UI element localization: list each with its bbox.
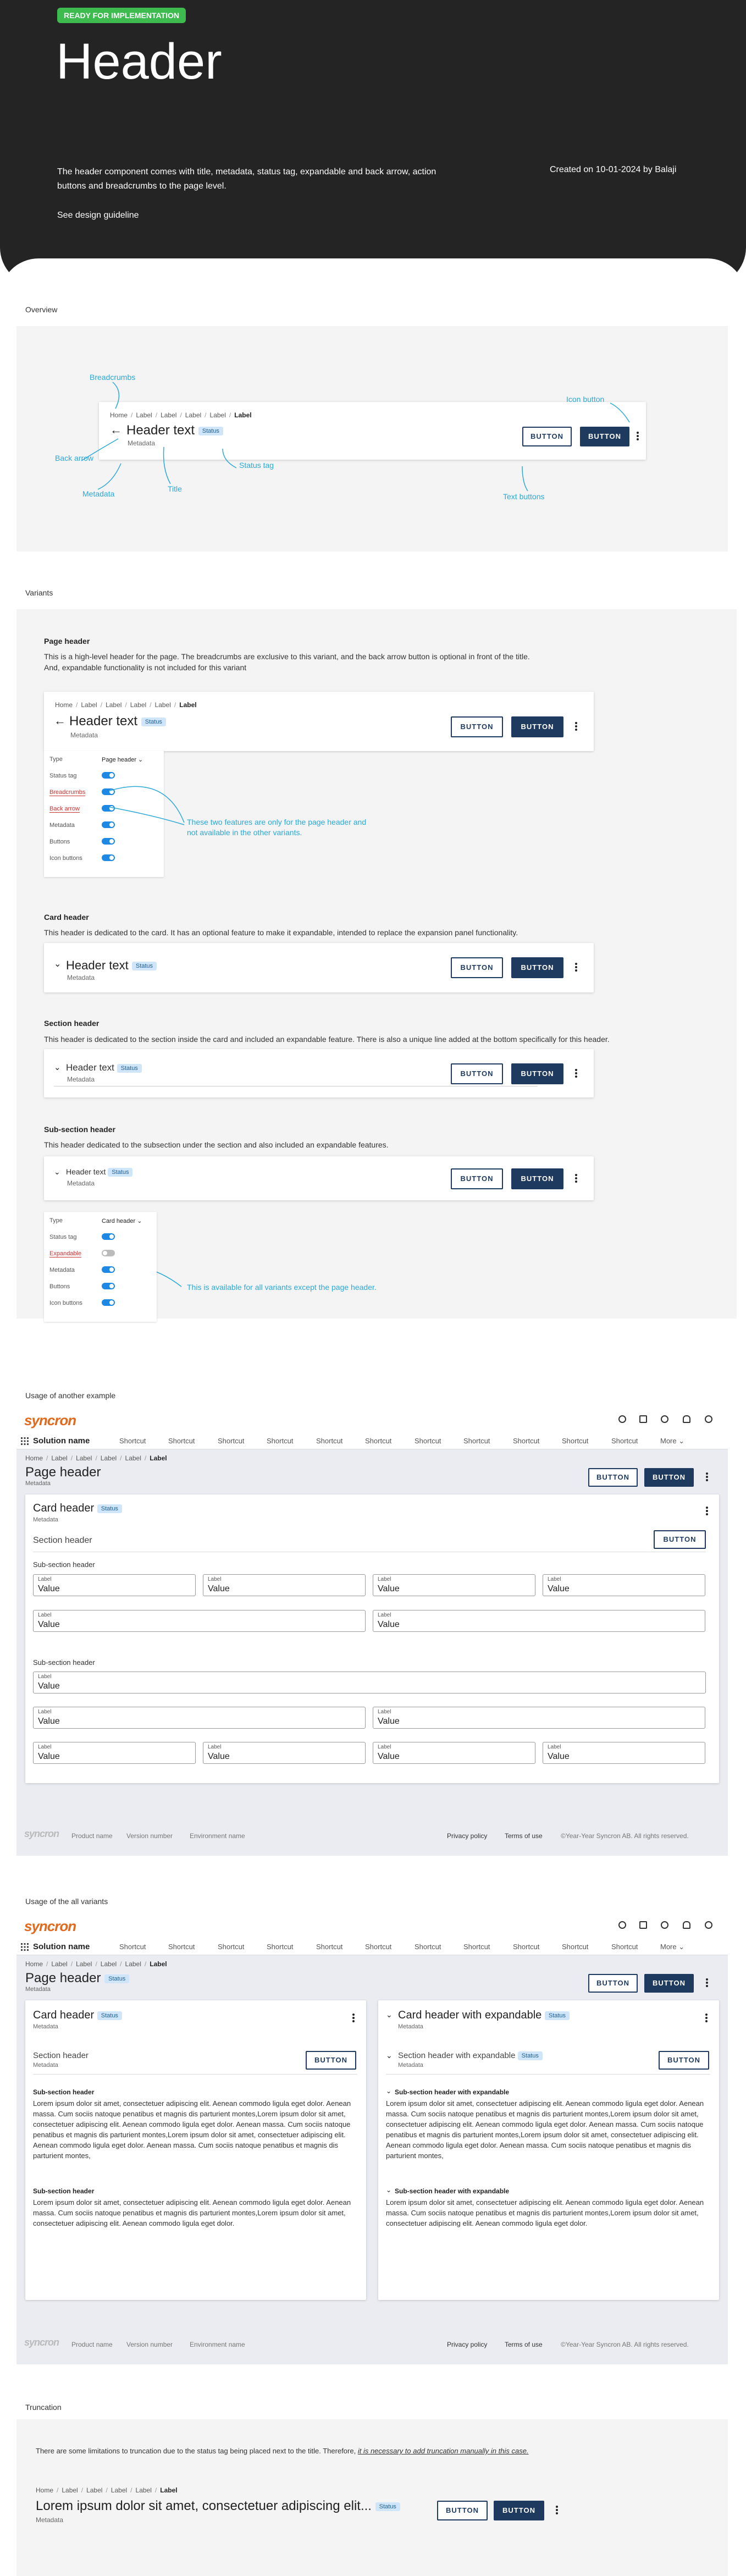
prop-type-select[interactable]: Card header ⌄ bbox=[102, 1218, 142, 1224]
top-bar bbox=[16, 1408, 728, 1432]
nav-shortcut[interactable]: Shortcut bbox=[316, 1943, 343, 1951]
breadcrumb-item[interactable]: Label bbox=[81, 701, 97, 709]
footer-environment: Environment name bbox=[190, 1832, 245, 1840]
toggle[interactable] bbox=[102, 854, 115, 861]
header-title: Header text Status bbox=[66, 1062, 142, 1073]
section-label-usage-all: Usage of the all variants bbox=[25, 1897, 108, 1906]
list-icon[interactable] bbox=[639, 1415, 647, 1423]
annotation-page-only: These two features are only for the page header and not available in the other variants. bbox=[187, 818, 367, 837]
more-vert-icon[interactable] bbox=[705, 1471, 709, 1483]
section-metadata: Metadata bbox=[398, 2062, 423, 2068]
card bbox=[25, 1494, 719, 1783]
hero-title: Header bbox=[56, 34, 222, 90]
nav-shortcut[interactable]: Shortcut bbox=[119, 1943, 146, 1951]
header-metadata: Metadata bbox=[70, 731, 98, 739]
nav-bar bbox=[16, 1938, 728, 1955]
nav-shortcut[interactable]: Shortcut bbox=[119, 1437, 146, 1445]
filled-button[interactable]: BUTTON bbox=[644, 1974, 694, 1993]
header-title: Header text Status bbox=[69, 714, 166, 729]
list-icon[interactable] bbox=[639, 1921, 647, 1929]
text-field[interactable]: Label Value bbox=[33, 1672, 706, 1694]
prop-row: Breadcrumbs bbox=[49, 789, 86, 796]
outlined-button[interactable]: BUTTON bbox=[451, 1168, 503, 1189]
breadcrumb-item[interactable]: Label bbox=[110, 2486, 128, 2494]
section-title: Section header bbox=[33, 1536, 92, 1545]
more-vert-icon[interactable] bbox=[705, 1505, 709, 1518]
section-label-usage-another: Usage of another example bbox=[25, 1391, 116, 1400]
privacy-policy-link[interactable]: Privacy policy bbox=[447, 2341, 488, 2348]
filled-button[interactable]: BUTTON bbox=[494, 2501, 544, 2520]
breadcrumb: Home / Label / Label / Label / Label / Label bbox=[25, 1960, 167, 1968]
prop-row: Buttons bbox=[49, 1283, 70, 1290]
page-header-example bbox=[44, 692, 594, 751]
status-tag: Status bbox=[141, 718, 166, 726]
filled-button[interactable]: BUTTON bbox=[511, 1063, 563, 1084]
breadcrumb-item[interactable]: Label bbox=[154, 701, 171, 709]
filled-button[interactable]: BUTTON bbox=[580, 427, 629, 446]
text-field[interactable]: Label Value bbox=[33, 1742, 196, 1764]
syncron-logo[interactable]: syncron bbox=[24, 1412, 76, 1428]
overview-page-header bbox=[99, 402, 646, 460]
breadcrumb: Home / Label / Label / Label / Label / Label bbox=[36, 2486, 178, 2494]
overview-panel bbox=[16, 326, 728, 551]
subsection-header-example bbox=[44, 1156, 594, 1200]
text-field[interactable]: Label Value bbox=[373, 1742, 535, 1764]
solution-name[interactable]: Solution name bbox=[33, 1436, 90, 1446]
variant-desc-card: This header is dedicated to the card. It has an optional feature to make it expandable, intended to replace the expansion panel functionality. bbox=[44, 928, 518, 937]
page-title: Page header bbox=[25, 1465, 101, 1480]
card-title: Card header Status bbox=[33, 1502, 122, 1515]
toggle[interactable] bbox=[102, 1233, 115, 1240]
chevron-down-icon[interactable]: ⌄ bbox=[54, 959, 62, 969]
bell-icon[interactable] bbox=[683, 1415, 690, 1423]
user-icon[interactable] bbox=[705, 1415, 712, 1423]
breadcrumb-item[interactable]: Label bbox=[185, 411, 202, 419]
prop-row: Metadata bbox=[49, 1267, 75, 1273]
breadcrumb-item[interactable]: Label bbox=[125, 1454, 141, 1462]
text-field[interactable]: Label Value bbox=[373, 1610, 705, 1632]
breadcrumb-item[interactable]: Label bbox=[209, 411, 226, 419]
chevron-down-icon[interactable]: ⌄ bbox=[54, 1063, 61, 1072]
text-field[interactable]: Label Value bbox=[203, 1574, 366, 1596]
header-title: Header text Status bbox=[66, 1167, 132, 1177]
section-metadata: Metadata bbox=[33, 2062, 58, 2068]
outlined-button[interactable]: BUTTON bbox=[654, 1530, 706, 1549]
toggle[interactable] bbox=[102, 772, 115, 779]
user-icon[interactable] bbox=[705, 1921, 712, 1929]
prop-row: Buttons bbox=[49, 839, 70, 845]
outlined-button[interactable]: BUTTON bbox=[522, 427, 572, 446]
outlined-button[interactable]: BUTTON bbox=[451, 1063, 503, 1084]
text-field[interactable]: Label Value bbox=[543, 1742, 705, 1764]
section-title: Section header with expandable Status bbox=[398, 2051, 543, 2060]
hero-curve bbox=[0, 258, 746, 302]
breadcrumb-item[interactable]: Home bbox=[110, 411, 128, 419]
outlined-button[interactable]: BUTTON bbox=[659, 2051, 709, 2070]
section-title: Section header bbox=[33, 2051, 89, 2060]
breadcrumb-item[interactable]: Home bbox=[25, 1960, 43, 1968]
toggle[interactable] bbox=[102, 1250, 115, 1256]
solution-name[interactable]: Solution name bbox=[33, 1942, 90, 1951]
nav-shortcut[interactable]: Shortcut bbox=[463, 1437, 490, 1445]
truncation-note: There are some limitations to truncation due to the status tag being placed next to the title. Therefore, it is necessary to add truncation manually in this case. bbox=[36, 2447, 529, 2455]
footer-product: Product name bbox=[71, 2341, 113, 2348]
subsection-body: Lorem ipsum dolor sit amet, consectetuer adipiscing elit. Aenean commodo ligula eget dolor. Aenean massa. Cum sociis natoque penatibus et magnis dis parturient montes,Lorem ipsum dolor sit amet, consectetuer adipiscing elit. Aenean commodo ligula eget dolor. bbox=[33, 2198, 351, 2227]
nav-shortcut[interactable]: Shortcut bbox=[218, 1943, 245, 1951]
bell-icon[interactable] bbox=[683, 1921, 690, 1929]
outlined-button[interactable]: BUTTON bbox=[451, 957, 503, 978]
nav-shortcut[interactable]: Shortcut bbox=[562, 1437, 589, 1445]
nav-shortcut[interactable]: Shortcut bbox=[463, 1943, 490, 1951]
truncation-panel bbox=[16, 2419, 728, 2576]
chevron-down-icon[interactable]: ⌄ bbox=[386, 2010, 393, 2019]
nav-shortcut[interactable]: Shortcut bbox=[267, 1437, 294, 1445]
footer-logo: syncron bbox=[24, 2337, 59, 2348]
prop-row: Expandable bbox=[49, 1250, 82, 1257]
toggle[interactable] bbox=[102, 805, 115, 812]
filled-button[interactable]: BUTTON bbox=[511, 716, 563, 737]
prop-type-select[interactable]: Page header ⌄ bbox=[102, 757, 143, 763]
card-header-example bbox=[44, 943, 594, 992]
status-tag: Status bbox=[375, 2502, 400, 2511]
annotation-metadata: Metadata bbox=[82, 489, 115, 498]
subsection-title: Sub-section header bbox=[33, 2088, 95, 2096]
nav-shortcut[interactable]: Shortcut bbox=[415, 1943, 441, 1951]
design-guideline-link[interactable]: See design guideline bbox=[57, 211, 139, 220]
breadcrumb-item[interactable]: Label bbox=[100, 1454, 117, 1462]
props-panel-page bbox=[44, 751, 164, 877]
back-arrow-icon[interactable]: ← bbox=[110, 423, 122, 437]
section-divider bbox=[33, 2074, 357, 2075]
annotation-icon-button: Icon button bbox=[566, 395, 605, 404]
text-field[interactable]: Label Value bbox=[373, 1707, 705, 1729]
card-metadata: Metadata bbox=[33, 1516, 58, 1523]
nav-shortcut[interactable]: Shortcut bbox=[513, 1437, 540, 1445]
more-vert-icon[interactable] bbox=[352, 2012, 355, 2025]
search-icon[interactable] bbox=[618, 1415, 626, 1423]
hero-banner bbox=[0, 0, 746, 286]
breadcrumb-item[interactable]: Label bbox=[62, 2486, 78, 2494]
card-metadata: Metadata bbox=[398, 2023, 423, 2030]
nav-shortcut[interactable]: Shortcut bbox=[218, 1437, 245, 1445]
annotation-not-page: This is available for all variants except the page header. bbox=[187, 1283, 377, 1292]
status-tag: Status bbox=[518, 2051, 543, 2060]
top-bar bbox=[16, 1913, 728, 1938]
card-title: Card header Status bbox=[33, 2009, 122, 2022]
more-vert-icon[interactable] bbox=[574, 1068, 578, 1080]
variant-title-card: Card header bbox=[44, 913, 89, 922]
breadcrumb-current: Label bbox=[150, 1454, 167, 1462]
breadcrumb-current: Label bbox=[150, 1960, 167, 1968]
breadcrumb-current: Label bbox=[234, 411, 252, 419]
footer-environment: Environment name bbox=[190, 2341, 245, 2348]
header-metadata: Metadata bbox=[67, 974, 95, 981]
status-tag: Status bbox=[104, 1974, 129, 1983]
subsection-body: Lorem ipsum dolor sit amet, consectetuer adipiscing elit. Aenean commodo ligula eget dolor. Aenean massa. Cum sociis natoque penatibus et magnis dis parturient montes,Lorem ipsum dolor sit amet, consectetuer adipiscing elit. Aenean commodo ligula eget dolor. Aenean massa. Cum sociis natoque penatibus et magnis dis parturient montes,Lorem ipsum dolor sit amet, consectetuer adipiscing elit. Aenean commodo ligula eget dolor. Aenean massa. Cum sociis natoque penatibus et magnis dis parturient montes, bbox=[33, 2099, 351, 2160]
search-icon[interactable] bbox=[618, 1921, 626, 1929]
privacy-policy-link[interactable]: Privacy policy bbox=[447, 1832, 488, 1840]
card-right bbox=[378, 2000, 719, 2300]
prop-row: Metadata bbox=[49, 822, 75, 829]
subsection-body: Lorem ipsum dolor sit amet, consectetuer adipiscing elit. Aenean commodo ligula eget dolor. Aenean massa. Cum sociis natoque penatibus et magnis dis parturient montes,Lorem ipsum dolor sit amet, consectetuer adipiscing elit. Aenean commodo ligula eget dolor. Aenean massa. Cum sociis natoque penatibus et magnis dis parturient montes,Lorem ipsum dolor sit amet, consectetuer adipiscing elit. Aenean commodo ligula eget dolor. Aenean massa. Cum sociis natoque penatibus et magnis dis parturient montes, bbox=[386, 2099, 704, 2160]
prop-row: Status tag bbox=[49, 1234, 77, 1240]
breadcrumb: Home / Label / Label / Label / Label / Label bbox=[55, 701, 197, 709]
chevron-down-icon[interactable]: ⌄ bbox=[54, 1167, 60, 1176]
breadcrumb-item[interactable]: Label bbox=[125, 1960, 141, 1968]
hero-description: The header component comes with title, metadata, status tag, expandable and back arrow, action buttons and breadcrumbs to the page level. bbox=[57, 167, 436, 191]
page-title: Page header Status bbox=[25, 1971, 129, 1986]
prop-type-label: Type bbox=[49, 1217, 63, 1224]
card-title: Card header with expandable Status bbox=[398, 2009, 570, 2022]
text-field[interactable]: Label Value bbox=[543, 1574, 705, 1596]
footer-copyright: ©Year-Year Syncron AB. All rights reserved. bbox=[561, 2341, 689, 2348]
footer-version: Version number bbox=[126, 1832, 173, 1840]
page-metadata: Metadata bbox=[25, 1986, 51, 1993]
breadcrumb-item[interactable]: Home bbox=[36, 2486, 54, 2494]
back-arrow-icon[interactable]: ← bbox=[54, 714, 66, 727]
breadcrumb-item[interactable]: Home bbox=[55, 701, 73, 709]
text-field[interactable]: Label Value bbox=[33, 1610, 366, 1632]
section-label-variants: Variants bbox=[25, 588, 53, 597]
more-vert-icon[interactable] bbox=[574, 962, 578, 974]
toggle[interactable] bbox=[102, 788, 115, 795]
prop-row: Back arrow bbox=[49, 806, 80, 812]
nav-shortcut[interactable]: Shortcut bbox=[168, 1437, 195, 1445]
app-mock-2 bbox=[16, 1913, 728, 2364]
chevron-down-icon[interactable]: ⌄ bbox=[386, 2087, 392, 2095]
apps-grid-icon[interactable] bbox=[21, 1943, 29, 1951]
prop-row: Icon buttons bbox=[49, 855, 82, 862]
nav-shortcut[interactable]: Shortcut bbox=[562, 1943, 589, 1951]
nav-more[interactable]: More ⌄ bbox=[660, 1943, 685, 1951]
text-field[interactable]: Label Value bbox=[33, 1574, 196, 1596]
variant-desc-subsection: This header dedicated to the subsection under the section and also included an expandable features. bbox=[44, 1140, 389, 1149]
more-vert-icon[interactable] bbox=[574, 1173, 578, 1185]
breadcrumb: Home / Label / Label / Label / Label / Label bbox=[110, 411, 252, 419]
nav-more[interactable]: More ⌄ bbox=[660, 1437, 685, 1445]
outlined-button[interactable]: BUTTON bbox=[437, 2501, 488, 2520]
breadcrumb-current: Label bbox=[160, 2486, 178, 2494]
variants-panel bbox=[16, 609, 737, 1319]
status-tag: Status bbox=[97, 2011, 122, 2020]
subsection-body: Lorem ipsum dolor sit amet, consectetuer adipiscing elit. Aenean commodo ligula eget dolor. Aenean massa. Cum sociis natoque penatibus et magnis dis parturient montes,Lorem ipsum dolor sit amet, consectetuer adipiscing elit. Aenean commodo ligula eget dolor. bbox=[386, 2198, 704, 2227]
status-tag: Status bbox=[198, 427, 223, 435]
footer-version: Version number bbox=[126, 2341, 173, 2348]
more-vert-icon[interactable] bbox=[574, 721, 578, 733]
nav-shortcut[interactable]: Shortcut bbox=[513, 1943, 540, 1951]
breadcrumb-item[interactable]: Label bbox=[135, 2486, 152, 2494]
hero-created-date: Created on 10-01-2024 by Balaji bbox=[550, 165, 677, 174]
subsection-title: Sub-section header with expandable bbox=[395, 2187, 510, 2195]
header-title: Header text Status bbox=[66, 958, 157, 973]
nav-shortcut[interactable]: Shortcut bbox=[611, 1437, 638, 1445]
toggle[interactable] bbox=[102, 1299, 115, 1306]
more-vert-icon[interactable] bbox=[636, 431, 639, 443]
nav-shortcut[interactable]: Shortcut bbox=[267, 1943, 294, 1951]
section-label-overview: Overview bbox=[25, 305, 58, 314]
subsection-title: Sub-section header bbox=[33, 1658, 95, 1667]
toggle[interactable] bbox=[102, 1283, 115, 1289]
more-vert-icon[interactable] bbox=[555, 2505, 559, 2517]
prop-row: Status tag bbox=[49, 773, 77, 779]
footer-logo: syncron bbox=[24, 1828, 59, 1839]
header-title: Header text Status bbox=[126, 423, 223, 438]
subsection-title: Sub-section header bbox=[33, 2187, 95, 2195]
filled-button[interactable]: BUTTON bbox=[511, 957, 563, 978]
card-metadata: Metadata bbox=[33, 2023, 58, 2030]
annotation-breadcrumbs: Breadcrumbs bbox=[90, 373, 136, 382]
page-metadata: Metadata bbox=[25, 1480, 51, 1487]
chevron-down-icon[interactable]: ⌄ bbox=[386, 2186, 392, 2194]
status-tag: Status bbox=[545, 2011, 570, 2020]
terms-of-use-link[interactable]: Terms of use bbox=[505, 2341, 543, 2348]
nav-bar bbox=[16, 1432, 728, 1449]
help-icon[interactable] bbox=[661, 1921, 668, 1929]
breadcrumb-item[interactable]: Label bbox=[161, 411, 177, 419]
chevron-down-icon[interactable]: ⌄ bbox=[386, 2051, 393, 2060]
card-left bbox=[25, 2000, 366, 2300]
annotation-status-tag: Status tag bbox=[239, 461, 274, 470]
header-metadata: Metadata bbox=[67, 1075, 95, 1083]
syncron-logo[interactable]: syncron bbox=[24, 1918, 76, 1934]
toggle[interactable] bbox=[102, 1266, 115, 1273]
subsection-title: Sub-section header with expandable bbox=[395, 2088, 510, 2096]
breadcrumb-item[interactable]: Label bbox=[76, 1960, 92, 1968]
app-mock-1 bbox=[16, 1408, 728, 1856]
text-field[interactable]: Label Value bbox=[203, 1742, 366, 1764]
section-divider bbox=[386, 2074, 710, 2075]
apps-grid-icon[interactable] bbox=[21, 1437, 29, 1445]
variant-title-section: Section header bbox=[44, 1019, 100, 1028]
footer-product: Product name bbox=[71, 1832, 113, 1840]
nav-shortcut[interactable]: Shortcut bbox=[316, 1437, 343, 1445]
header-metadata: Metadata bbox=[67, 1179, 95, 1187]
annotation-text-buttons: Text buttons bbox=[503, 492, 545, 501]
status-tag: Status bbox=[97, 1504, 122, 1513]
toggle[interactable] bbox=[102, 838, 115, 845]
nav-shortcut[interactable]: Shortcut bbox=[611, 1943, 638, 1951]
outlined-button[interactable]: BUTTON bbox=[451, 716, 503, 737]
nav-shortcut[interactable]: Shortcut bbox=[168, 1943, 195, 1951]
outlined-button[interactable]: BUTTON bbox=[306, 2051, 356, 2070]
breadcrumb-item[interactable]: Label bbox=[86, 2486, 103, 2494]
help-icon[interactable] bbox=[661, 1415, 668, 1423]
terms-of-use-link[interactable]: Terms of use bbox=[505, 1832, 543, 1840]
text-field[interactable]: Label Value bbox=[33, 1707, 366, 1729]
breadcrumb-item[interactable]: Label bbox=[51, 1960, 68, 1968]
nav-shortcut[interactable]: Shortcut bbox=[365, 1437, 392, 1445]
section-header-example bbox=[44, 1049, 594, 1097]
nav-shortcut[interactable]: Shortcut bbox=[415, 1437, 441, 1445]
status-tag: Status bbox=[132, 962, 157, 970]
breadcrumb-item[interactable]: Label bbox=[136, 411, 152, 419]
nav-shortcut[interactable]: Shortcut bbox=[365, 1943, 392, 1951]
breadcrumb-item[interactable]: Label bbox=[51, 1454, 68, 1462]
outlined-button[interactable]: BUTTON bbox=[588, 1974, 638, 1993]
toggle[interactable] bbox=[102, 821, 115, 828]
filled-button[interactable]: BUTTON bbox=[644, 1468, 694, 1487]
section-label-truncation: Truncation bbox=[25, 2403, 62, 2412]
breadcrumb-current: Label bbox=[179, 701, 197, 709]
breadcrumb: Home / Label / Label / Label / Label / Label bbox=[25, 1454, 167, 1462]
annotation-title: Title bbox=[168, 484, 182, 493]
footer-copyright: ©Year-Year Syncron AB. All rights reserved. bbox=[561, 1832, 689, 1840]
more-vert-icon[interactable] bbox=[705, 1977, 709, 1989]
prop-type-label: Type bbox=[49, 756, 63, 763]
text-field[interactable]: Label Value bbox=[373, 1574, 535, 1596]
truncated-title: Lorem ipsum dolor sit amet, consectetuer adipiscing elit... Status bbox=[36, 2498, 400, 2514]
breadcrumb-item[interactable]: Label bbox=[130, 701, 147, 709]
more-vert-icon[interactable] bbox=[705, 2012, 708, 2025]
variant-title-subsection: Sub-section header bbox=[44, 1125, 115, 1134]
variant-desc-section: This header is dedicated to the section inside the card and included an expandable feature. There is also a unique line added at the bottom specifically for this header. bbox=[44, 1035, 610, 1044]
subsection-title: Sub-section header bbox=[33, 1560, 95, 1569]
status-tag: Status bbox=[108, 1168, 132, 1177]
filled-button[interactable]: BUTTON bbox=[511, 1168, 563, 1189]
prop-row: Icon buttons bbox=[49, 1300, 82, 1306]
variant-desc-page: This is a high-level header for the page. The breadcrumbs are exclusive to this variant, and the back arrow button is optional in front of the title. And, expandable functionality is not included for this variant bbox=[44, 652, 530, 672]
breadcrumb-item[interactable]: Home bbox=[25, 1454, 43, 1462]
header-metadata: Metadata bbox=[128, 439, 156, 447]
props-panel-card bbox=[44, 1212, 157, 1322]
breadcrumb-item[interactable]: Label bbox=[106, 701, 122, 709]
breadcrumb-item[interactable]: Label bbox=[76, 1454, 92, 1462]
ready-badge: READY FOR IMPLEMENTATION bbox=[57, 8, 186, 23]
breadcrumb-item[interactable]: Label bbox=[100, 1960, 117, 1968]
variant-title-page: Page header bbox=[44, 637, 90, 646]
header-metadata: Metadata bbox=[36, 2516, 64, 2524]
annotation-back-arrow: Back arrow bbox=[55, 454, 94, 462]
outlined-button[interactable]: BUTTON bbox=[588, 1468, 638, 1487]
status-tag: Status bbox=[117, 1064, 142, 1073]
